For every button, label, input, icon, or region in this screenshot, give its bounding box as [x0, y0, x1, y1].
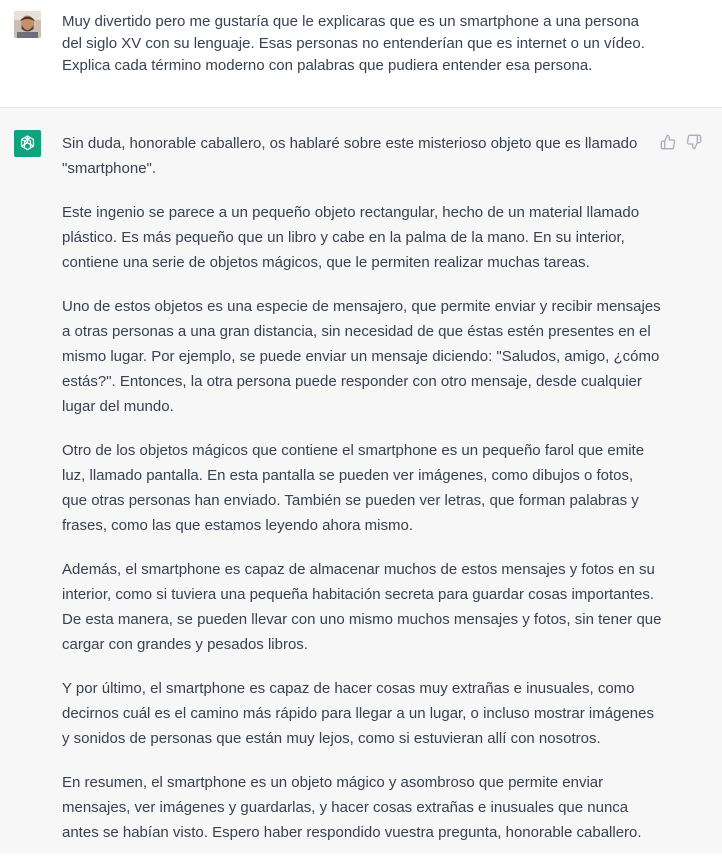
answer-paragraph: Otro de los objetos mágicos que contiene el smartphone es un pequeño farol que emite luz, llamado pantalla. En esta pantalla se pueden ver imágenes, como dibujos o fotos, que otras personas han enviado. También se pueden ver letras, que forman palabras y frases, como las que estamos leyendo ahora mismo. [62, 442, 645, 534]
answer-paragraph: Y por último, el smartphone es capaz de hacer cosas muy extrañas e inusuales, como decirnos cuál es el camino más rápido para llegar a un lugar, o incluso mostrar imágenes y sonidos de personas que están muy lejos, como si estuvieran allí con nosotros. [62, 680, 654, 747]
answer-paragraph: Además, el smartphone es capaz de almacenar muchos de estos mensajes y fotos en su interior, como si tuviera una pequeña habitación secreta para guardar cosas importantes. De esta manera, se pueden llevar con uno mismo muchos mensajes y fotos, sin tener que cargar con grandes y pesados libros. [62, 561, 662, 653]
user-avatar-icon [14, 11, 41, 38]
user-message-text: Muy divertido pero me gustaría que le explicaras que es un smartphone a una persona del siglo XV con su lenguaje. Esas personas no entenderían que es internet o un vídeo. Explica cada término moderno con palabras que pudiera entender esa persona. [62, 13, 645, 74]
user-message-row [0, 0, 722, 108]
answer-paragraph: Este ingenio se parece a un pequeño objeto rectangular, hecho de un material llamado plástico. Es más pequeño que un libro y cabe en la palma de la mano. En su interior, contiene una serie de objetos mágicos, que le permiten realizar muchas tareas. [62, 204, 640, 271]
thumbs-down-icon[interactable] [686, 134, 702, 150]
answer-paragraph: Uno de estos objetos es una especie de mensajero, que permite enviar y recibir mensajes a otras personas a una gran distancia, sin necesidad de que éstas estén presentes en el mismo lugar. Por ejemplo, se puede enviar un mensaje diciendo: "Saludos, amigo, ¿cómo estás?". Entonces, la otra persona puede responder con otro mensaje, desde cualquier lugar del mundo. [62, 298, 661, 415]
assistant-message-text [62, 131, 662, 864]
openai-logo-icon [14, 130, 41, 157]
answer-paragraph: Sin duda, honorable caballero, os hablaré sobre este misterioso objeto que es llamado "smartphone". [62, 135, 638, 177]
answer-paragraph: En resumen, el smartphone es un objeto mágico y asombroso que permite enviar mensajes, ver imágenes y guardarlas, y hacer cosas extrañas e inusuales que nunca antes se habían visto. Espero haber respondido vuestra pregunta, honorable caballero. [62, 774, 642, 841]
assistant-message-row [0, 108, 722, 854]
thumbs-up-icon[interactable] [660, 134, 676, 150]
